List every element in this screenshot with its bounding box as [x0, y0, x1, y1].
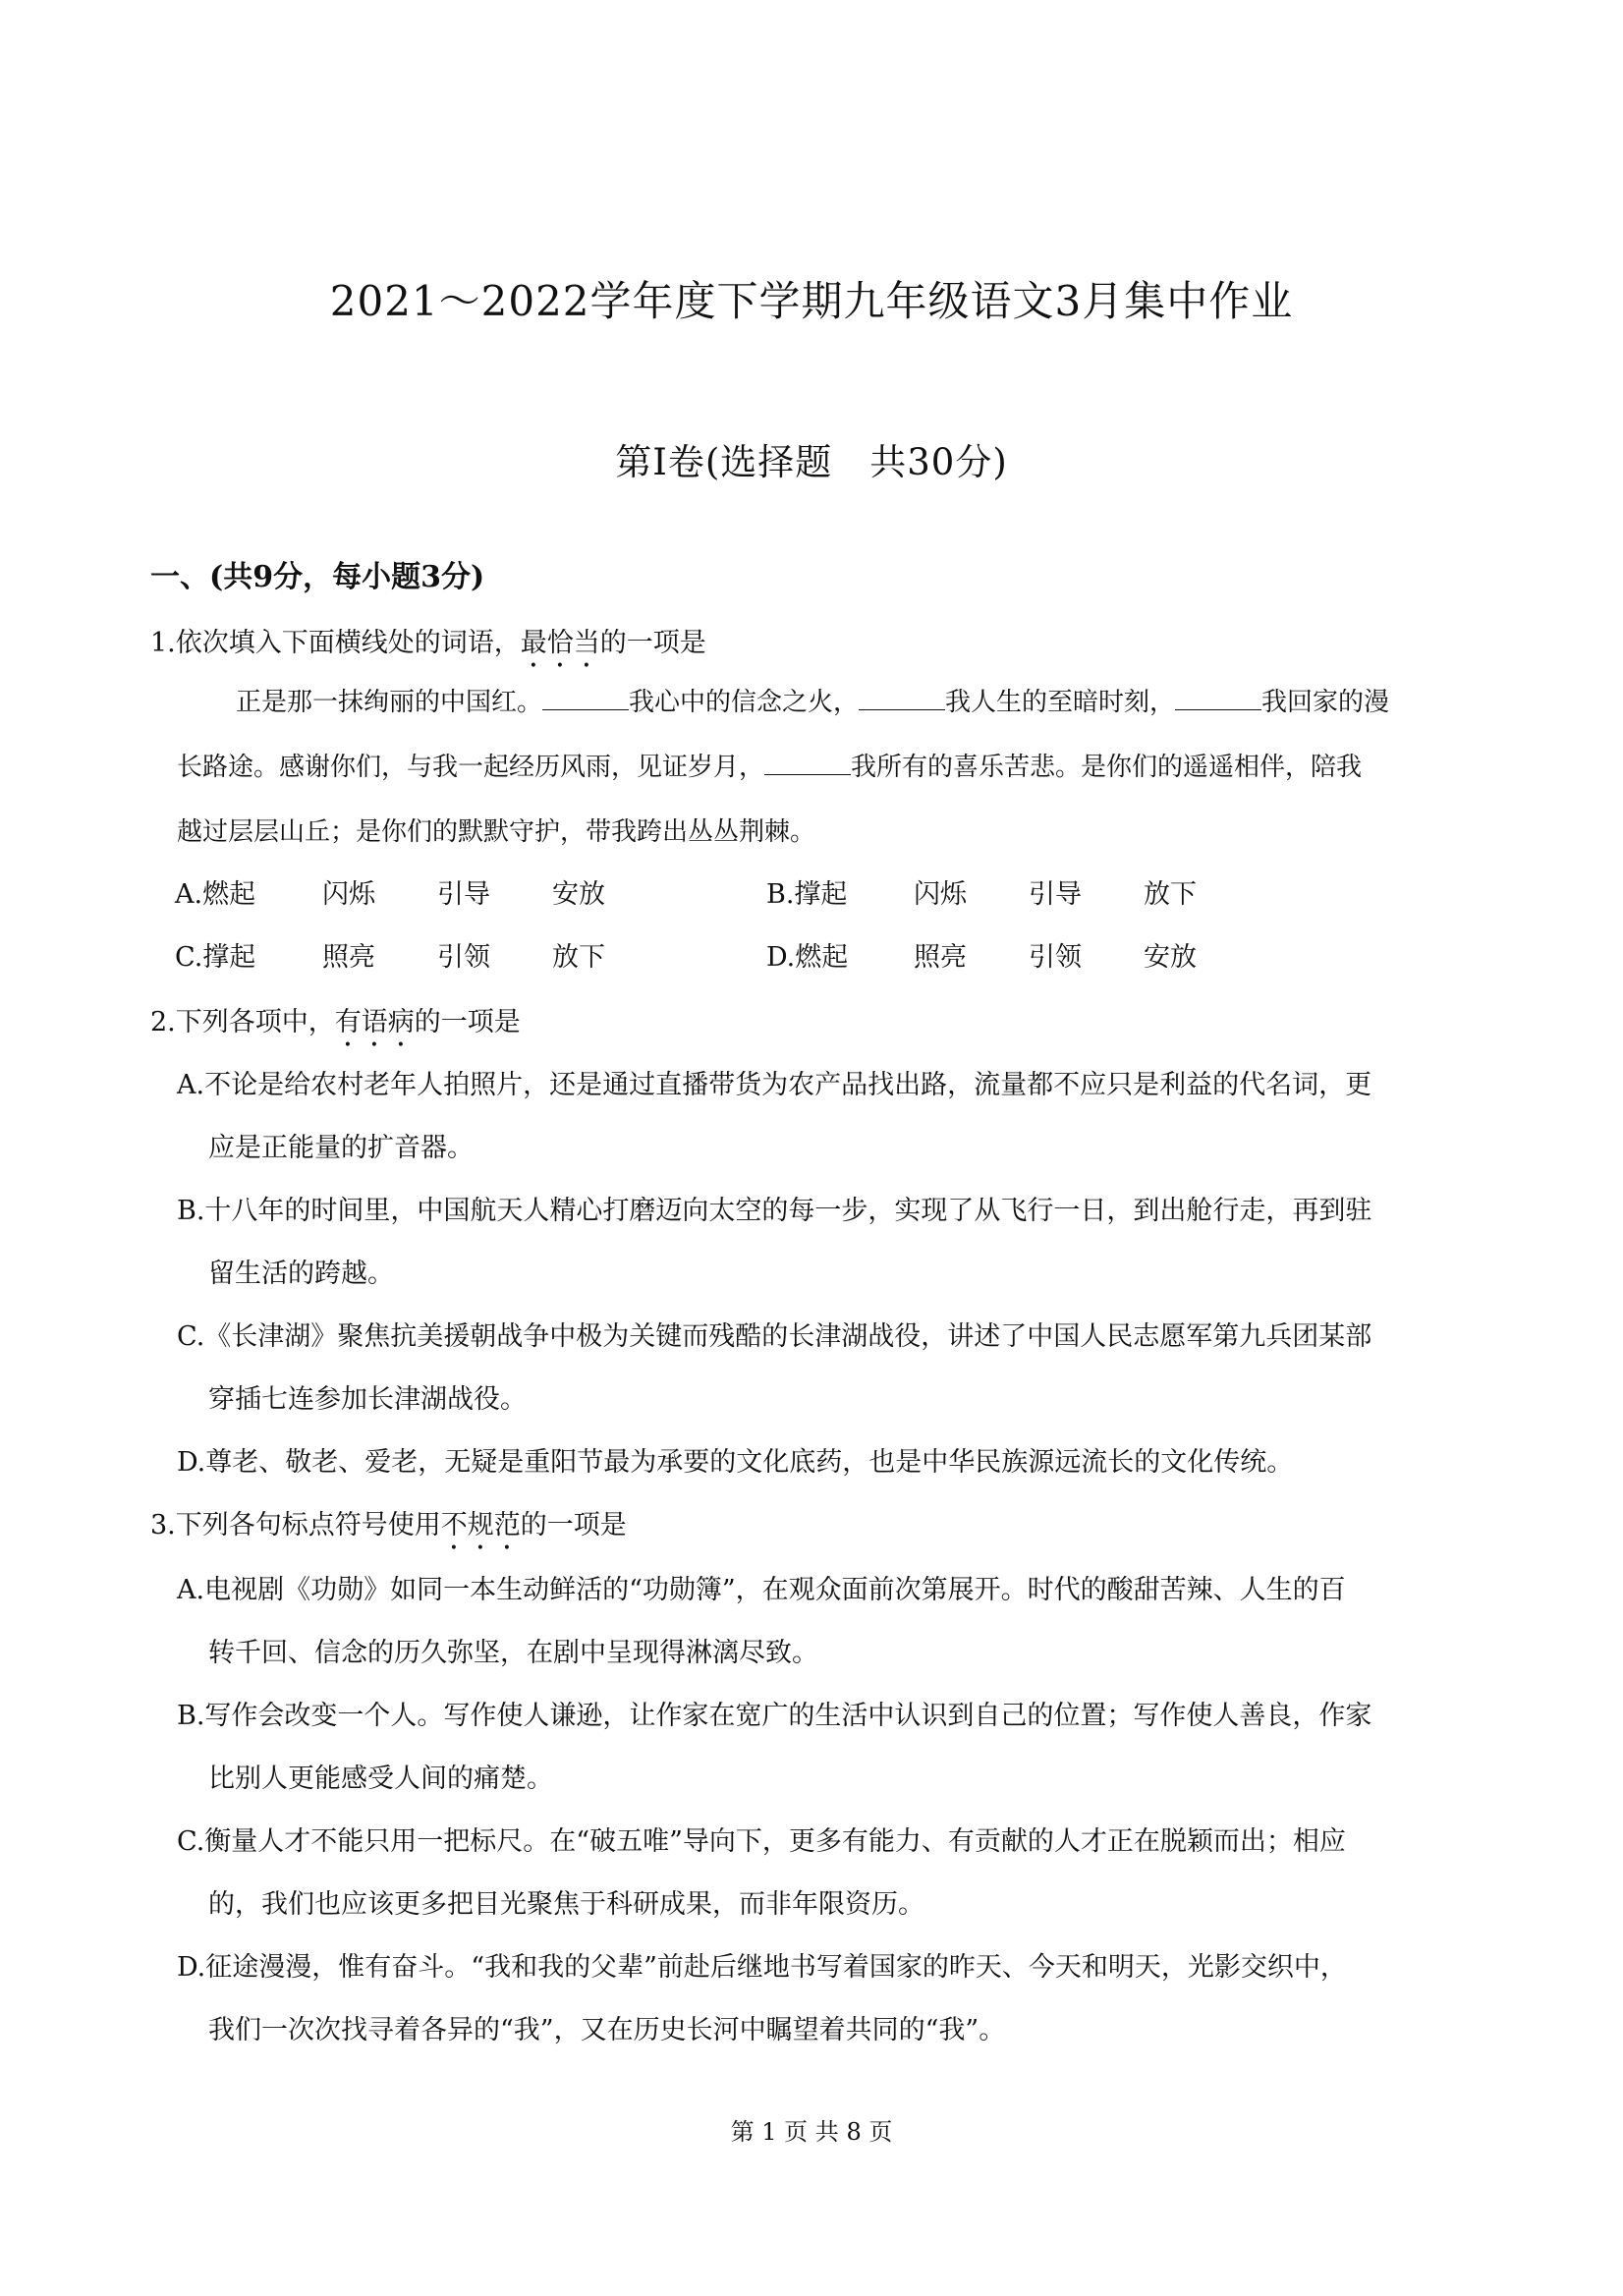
- question-3-stem: 3.下列各句标点符号使用不规范的一项是: [150, 1510, 627, 1540]
- question-1-suffix: 的一项是: [599, 628, 706, 658]
- option-1c-2: 照亮: [322, 942, 375, 973]
- q3-option-d-cont: 我们一次次找寻着各异的“我”，又在历史长河中瞩望着共同的“我”。: [208, 2015, 1006, 2045]
- blank-3: [1175, 688, 1261, 710]
- blank-4: [764, 753, 851, 775]
- option-1a-2: 闪烁: [322, 879, 375, 910]
- option-1b-4: 放下: [1144, 879, 1197, 910]
- passage-line-3: 越过层层山丘；是你们的默默守护，带我跨出丛丛荆棘。: [177, 817, 816, 847]
- option-1d-3: 引领: [1029, 942, 1082, 973]
- section-heading: 一、(共9分，每小题3分): [150, 560, 485, 594]
- q3-option-c: C.衡量人才不能只用一把标尺。在“破五唯”导向下，更多有能力、有贡献的人才正在脱颖而出；相应: [177, 1826, 1346, 1857]
- passage-line-1: 正是那一抹绚丽的中国红。 我心中的信念之火， 我人生的至暗时刻， 我回家的漫: [236, 688, 1390, 717]
- option-1a-3: 引导: [437, 879, 490, 910]
- option-1b-2: 闪烁: [914, 879, 967, 910]
- option-1b-3: 引导: [1029, 879, 1082, 910]
- option-1a-4: 安放: [552, 879, 605, 910]
- blank-1: [542, 688, 629, 710]
- question-2-stem: 2.下列各项中，有语病的一项是: [150, 1007, 521, 1037]
- question-1-prefix: 1.依次填入下面横线处的词语，: [150, 628, 521, 658]
- option-1c-3: 引领: [437, 942, 490, 973]
- exam-title: 2021～2022学年度下学期九年级语文3月集中作业: [329, 277, 1294, 325]
- passage-line-2: 长路途。感谢你们，与我一起经历风雨，见证岁月， 我所有的喜乐苦悲。是你们的遥遥相伴，陪我: [177, 753, 1363, 782]
- q2-option-a-cont: 应是正能量的扩音器。: [208, 1133, 474, 1163]
- q3-option-d: D.征途漫漫，惟有奋斗。“我和我的父辈”前赴后继地书写着国家的昨天、今天和明天，光影交织中，: [177, 1952, 1347, 1983]
- q2-option-b: B.十八年的时间里，中国航天人精心打磨迈向太空的每一步，实现了从飞行一日，到出舱行走，再到驻: [177, 1196, 1372, 1226]
- question-1-emphasis: 最恰当: [520, 628, 600, 658]
- q3-option-b: B.写作会改变一个人。写作使人谦逊，让作家在宽广的生活中认识到自己的位置；写作使人善良，作家: [177, 1701, 1372, 1731]
- option-1a-1: A.燃起: [175, 879, 256, 910]
- option-1c-1: C.撑起: [175, 942, 256, 973]
- question-1-stem: [150, 621, 706, 674]
- question-3-emphasis: 不规范: [440, 1510, 521, 1540]
- q2-option-b-cont: 留生活的跨越。: [208, 1259, 394, 1289]
- option-1d-2: 照亮: [914, 942, 967, 973]
- blank-2: [859, 688, 945, 710]
- question-2-emphasis: 有语病: [334, 1007, 415, 1037]
- option-1c-4: 放下: [552, 942, 605, 973]
- option-1d-4: 安放: [1144, 942, 1197, 973]
- section-title: 第Ⅰ卷(选择题 共30分): [615, 441, 1008, 483]
- q2-option-c: C.《长津湖》聚焦抗美援朝战争中极为关键而残酷的长津湖战役，讲述了中国人民志愿军第九兵团某部: [177, 1321, 1372, 1352]
- page-number: 第 1 页 共 8 页: [730, 2118, 893, 2146]
- option-1b-1: B.撑起: [766, 879, 848, 910]
- q2-option-c-cont: 穿插七连参加长津湖战役。: [208, 1384, 527, 1415]
- q3-option-a-cont: 转千回、信念的历久弥坚，在剧中呈现得淋漓尽致。: [208, 1638, 818, 1668]
- q2-option-d: D.尊老、敬老、爱老，无疑是重阳节最为承要的文化底药，也是中华民族源远流长的文化传统。: [177, 1447, 1294, 1478]
- q2-option-a: A.不论是给农村老年人拍照片，还是通过直播带货为农产品找出路，流量都不应只是利益的代名词，更: [177, 1070, 1372, 1100]
- option-1d-1: D.燃起: [766, 942, 849, 973]
- q3-option-b-cont: 比别人更能感受人间的痛楚。: [208, 1764, 553, 1794]
- q3-option-c-cont: 的，我们也应该更多把目光聚焦于科研成果，而非年限资历。: [208, 1889, 924, 1920]
- q3-option-a: A.电视剧《功勋》如同一本生动鲜活的“功勋簿”，在观众面前次第展开。时代的酸甜苦辣、人生的百: [177, 1575, 1346, 1605]
